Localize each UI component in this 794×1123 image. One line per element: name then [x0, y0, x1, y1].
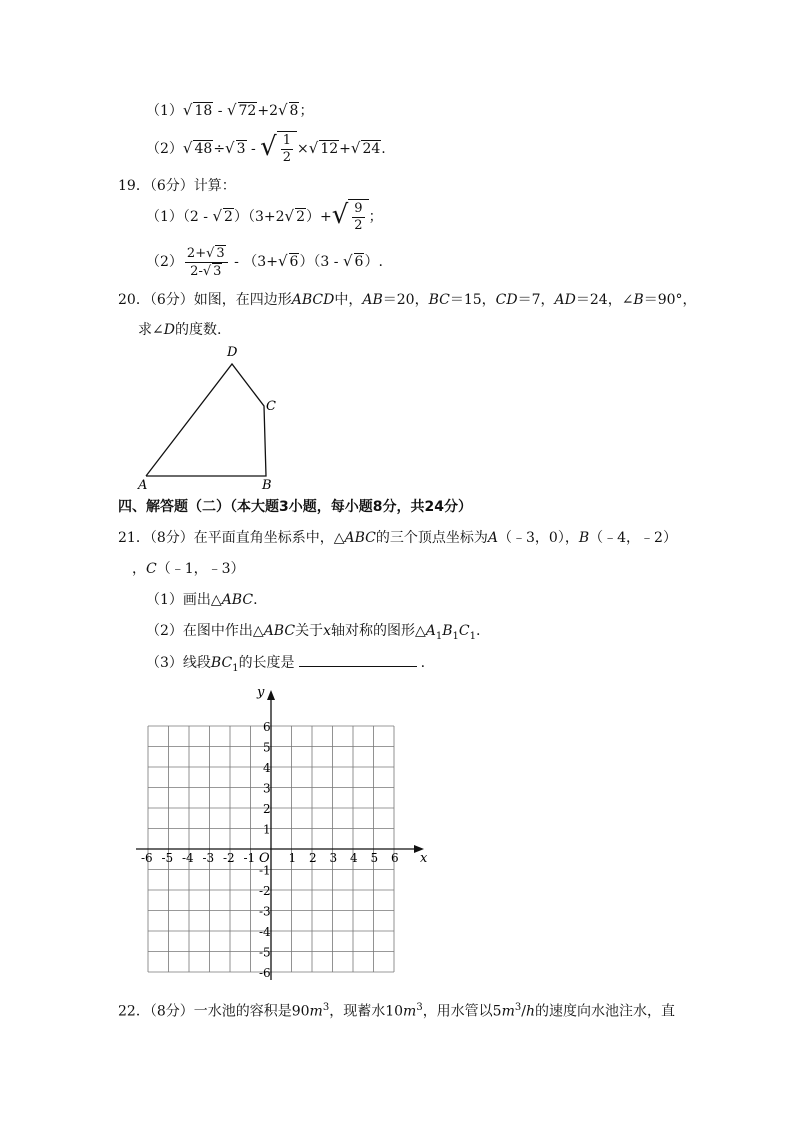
q22-text: 22．（8分）一水池的容积是90	[118, 1003, 310, 1020]
q21-text: .	[420, 655, 426, 671]
x-tick-label: 3	[329, 851, 338, 865]
operator: ×	[297, 141, 309, 157]
x-tick-label: -1	[243, 851, 256, 865]
punct: ；	[299, 103, 314, 119]
x-tick-label: -2	[223, 851, 235, 865]
x-tick-label: -5	[161, 851, 174, 865]
sqrt-symbol: √	[182, 139, 193, 157]
radicand: 2	[224, 209, 233, 225]
y-tick-label: -6	[259, 966, 271, 980]
var: B	[633, 292, 644, 308]
var: B	[578, 530, 590, 546]
radicand: 3	[236, 141, 246, 157]
y-tick-label: -1	[259, 863, 271, 878]
superscript: 3	[322, 1002, 330, 1013]
sqrt-symbol: √	[342, 252, 353, 270]
punct: .	[381, 141, 386, 157]
q22-text: 的速度向水池注水，直	[535, 1003, 676, 1020]
sqrt-symbol: √	[277, 252, 288, 270]
punct: ）.	[364, 254, 383, 270]
var: A	[425, 623, 436, 639]
q22-text: ，用水管以5	[422, 1003, 502, 1020]
radicand: 72	[238, 103, 257, 119]
q21-text: （1）画出△	[146, 592, 222, 608]
label-B: B	[262, 478, 272, 493]
section-heading: 四、解答题（二）（本大题3小题，每小题8分，共24分）	[118, 499, 472, 515]
unit: h	[525, 1003, 536, 1020]
operator: -	[213, 103, 227, 119]
var: AD	[554, 292, 576, 308]
q20-text: 中，	[334, 292, 363, 308]
var: BC	[210, 655, 233, 671]
den-text: 2-	[190, 263, 203, 279]
q20-text: ＝7，	[517, 292, 555, 308]
sqrt-symbol: √	[260, 131, 277, 162]
x-tick-label: -6	[141, 851, 153, 865]
subscript: 1	[452, 630, 459, 642]
q21-text: （﹣3，0），	[498, 530, 579, 546]
expr-text: ）（3 -	[299, 254, 343, 270]
sqrt-symbol: √	[226, 101, 237, 119]
x-tick-label: 6	[391, 851, 399, 865]
part-label: （2）	[146, 254, 183, 270]
radicand: 3	[213, 263, 222, 279]
y-tick-label: 3	[263, 781, 271, 796]
num-text: 2+	[186, 245, 207, 261]
part-label: （1）	[146, 103, 183, 119]
numerator: 1	[282, 133, 292, 148]
x-axis-label: x	[420, 851, 428, 866]
x-tick-label: 4	[350, 851, 358, 865]
radicand: 8	[289, 103, 299, 119]
q21-text: （﹣4，﹣2）	[589, 530, 677, 546]
y-tick-label: 1	[263, 822, 271, 837]
q21-text: .	[253, 592, 258, 608]
operator: +	[339, 141, 351, 157]
sqrt-symbol: √	[182, 101, 193, 119]
expr-text: （2 -	[182, 209, 213, 225]
x-tick-label: -4	[182, 851, 194, 865]
var: ABC	[344, 530, 376, 546]
var: x	[323, 623, 331, 639]
operator: +2	[257, 103, 278, 119]
var: CD	[495, 292, 518, 308]
superscript: 3	[416, 1002, 423, 1013]
y-tick-label: 6	[263, 720, 271, 734]
q21-text: （3）线段	[146, 655, 211, 671]
radicand: 3	[216, 245, 225, 261]
q21-text: 关于	[295, 623, 324, 639]
q21-text: .	[476, 623, 481, 639]
denominator: 2	[354, 218, 363, 233]
expr-text: ）+	[305, 209, 332, 225]
var: ABCD	[291, 292, 335, 308]
radicand: 24	[362, 141, 381, 157]
var: A	[487, 530, 498, 546]
sqrt-symbol: √	[202, 263, 212, 279]
var: ABC	[263, 623, 296, 639]
label-A: A	[138, 478, 148, 493]
subscript: 1	[232, 662, 239, 674]
q21-text: 的三个顶点坐标为	[375, 530, 488, 546]
q20-text: ＝24，∠	[575, 292, 634, 308]
part-label: （2）	[146, 141, 183, 157]
superscript: 3	[514, 1002, 522, 1013]
expr-text: - （3+	[229, 254, 278, 270]
expr-text: ）（3+2	[233, 209, 285, 225]
y-tick-label: -3	[259, 904, 271, 919]
tick-labels	[141, 685, 428, 980]
label-D: D	[227, 345, 238, 360]
x-tick-label: -3	[202, 851, 215, 865]
sqrt-symbol: √	[308, 139, 319, 157]
q20-text: 的度数.	[174, 322, 222, 338]
sqrt-symbol: √	[331, 199, 349, 230]
axes	[136, 690, 424, 980]
y-tick-label: 4	[263, 761, 271, 775]
operator: -	[246, 141, 261, 157]
q20-text: ＝90°，	[643, 292, 697, 308]
y-tick-label: -2	[259, 884, 271, 898]
var: C	[458, 623, 470, 639]
y-tick-label: 2	[263, 802, 271, 816]
q22-heading	[118, 998, 675, 1022]
radicand: 6	[354, 254, 364, 270]
subscript: 1	[435, 630, 443, 642]
sqrt-symbol: √	[225, 139, 235, 157]
q21-text: （﹣1，﹣3）	[156, 561, 245, 577]
unit: m	[501, 1003, 515, 1020]
q22-text: ，现蓄水10	[329, 1003, 404, 1020]
y-tick-label: 5	[263, 740, 271, 755]
x-tick-label: 2	[309, 851, 317, 865]
radicand: 48	[194, 141, 213, 157]
q21-text: （2）在图中作出△	[146, 623, 264, 639]
sqrt-symbol: √	[206, 245, 215, 261]
q20-text: ＝20，	[382, 292, 429, 308]
unit: m	[309, 1003, 323, 1020]
var: C	[146, 561, 157, 577]
x-tick-label: 5	[370, 851, 379, 865]
origin-label: O	[259, 851, 270, 866]
numerator: 9	[354, 201, 363, 216]
y-tick-label: -4	[259, 925, 271, 939]
radicand: 12	[320, 141, 339, 157]
var: ABC	[221, 592, 254, 608]
x-tick-label: 1	[288, 851, 297, 865]
subscript: 1	[469, 630, 477, 642]
var: AB	[362, 292, 383, 308]
sqrt-symbol: √	[284, 207, 295, 225]
q22-text: /	[521, 1003, 526, 1020]
var: BC	[428, 292, 450, 308]
var: D	[163, 322, 175, 338]
unit: m	[403, 1003, 417, 1020]
q21-text: 轴对称的图形△	[330, 623, 426, 639]
sqrt-symbol: √	[277, 101, 288, 119]
y-axis-arrow	[267, 690, 275, 700]
q21-text: 的长度是	[238, 655, 295, 671]
operator: ÷	[213, 141, 226, 157]
q21-text: ，	[132, 561, 146, 577]
q19-heading: 19．（6分）计算：	[118, 178, 236, 194]
radicand: 6	[289, 254, 299, 270]
y-tick-label: -5	[259, 945, 271, 960]
q20-text: 20．（6分）如图，在四边形	[118, 292, 292, 308]
q21-text: 21．（8分）在平面直角坐标系中，△	[118, 530, 345, 546]
sqrt-symbol: √	[212, 207, 223, 225]
q20-text: 求∠	[138, 322, 164, 338]
radicand: 18	[194, 103, 213, 119]
sqrt-symbol: √	[350, 139, 361, 157]
part-label: （1）	[146, 209, 183, 225]
punct: ；	[368, 209, 383, 225]
var: B	[442, 623, 453, 639]
label-C: C	[266, 399, 276, 414]
denominator: 2	[282, 150, 292, 165]
q20-text: ＝15，	[449, 292, 496, 308]
y-axis-label: y	[257, 685, 265, 700]
radicand: 2	[296, 209, 305, 225]
